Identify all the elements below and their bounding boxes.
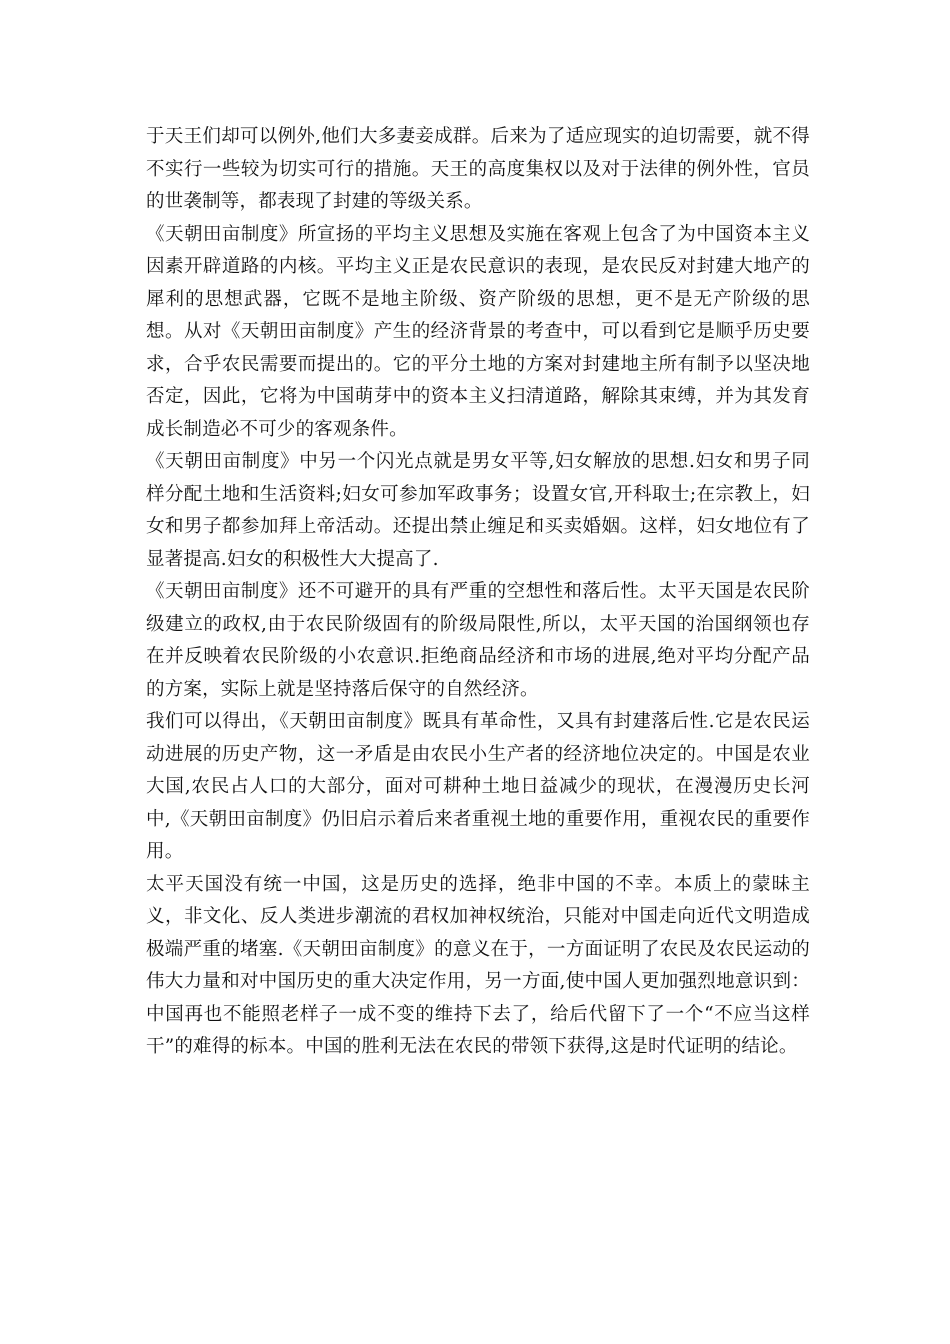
paragraph-5: 我们可以得出，《天朝田亩制度》既具有革命性，又具有封建落后性.它是农民运动进展的历史产物，这一矛盾是由农民小生产者的经济地位决定的。中国是农业大国,农民占人口的大部分，面对可耕种土地日益减少的现状，在漫漫历史长河中,《天朝田亩制度》仍旧启示着后来者重视土地的重要作用，重视农民的重要作用。 (146, 711, 810, 862)
document-body (146, 121, 810, 1064)
paragraph-2: 《天朝田亩制度》所宣扬的平均主义思想及实施在客观上包含了为中国资本主义因素开辟道路的内核。平均主义正是农民意识的表现，是农民反对封建大地产的犀利的思想武器，它既不是地主阶级、资产阶级的思想，更不是无产阶级的思想。从对《天朝田亩制度》产生的经济背景的考查中，可以看到它是顺乎历史要求，合乎农民需要而提出的。它的平分土地的方案对封建地主所有制予以坚决地否定，因此，它将为中国萌芽中的资本主义扫清道路，解除其束缚，并为其发育成长制造必不可少的客观条件。 (146, 223, 810, 440)
paragraph-4: 《天朝田亩制度》还不可避开的具有严重的空想性和落后性。太平天国是农民阶级建立的政权,由于农民阶级固有的阶级局限性,所以，太平天国的治国纲领也存在并反映着农民阶级的小农意识.拒绝商品经济和市场的进展,绝对平均分配产品的方案，实际上就是坚持落后保守的自然经济。 (146, 581, 810, 700)
paragraph-6: 太平天国没有统一中国，这是历史的选择，绝非中国的不幸。本质上的蒙昧主义，非文化、反人类进步潮流的君权加神权统治，只能对中国走向近代文明造成极端严重的堵塞.《天朝田亩制度》的意义在于，一方面证明了农民及农民运动的伟大力量和对中国历史的重大决定作用，另一方面,使中国人更加强烈地意识到：中国再也不能照老样子一成不变的维持下去了，给后代留下了一个“不应当这样干”的难得的标本。中国的胜利无法在农民的带领下获得,这是时代证明的结论。 (146, 873, 810, 1057)
paragraph-1: 于天王们却可以例外,他们大多妻妾成群。后来为了适应现实的迫切需要，就不得不实行一些较为切实可行的措施。天王的高度集权以及对于法律的例外性，官员的世袭制等，都表现了封建的等级关系。 (146, 126, 810, 212)
paragraph-3: 《天朝田亩制度》中另一个闪光点就是男女平等,妇女解放的思想.妇女和男子同样分配土地和生活资料;妇女可参加军政事务；设置女官,开科取士;在宗教上，妇女和男子都参加拜上帝活动。还提出禁止缠足和买卖婚姻。这样，妇女地位有了显著提高.妇女的积极性大大提高了. (146, 451, 810, 570)
